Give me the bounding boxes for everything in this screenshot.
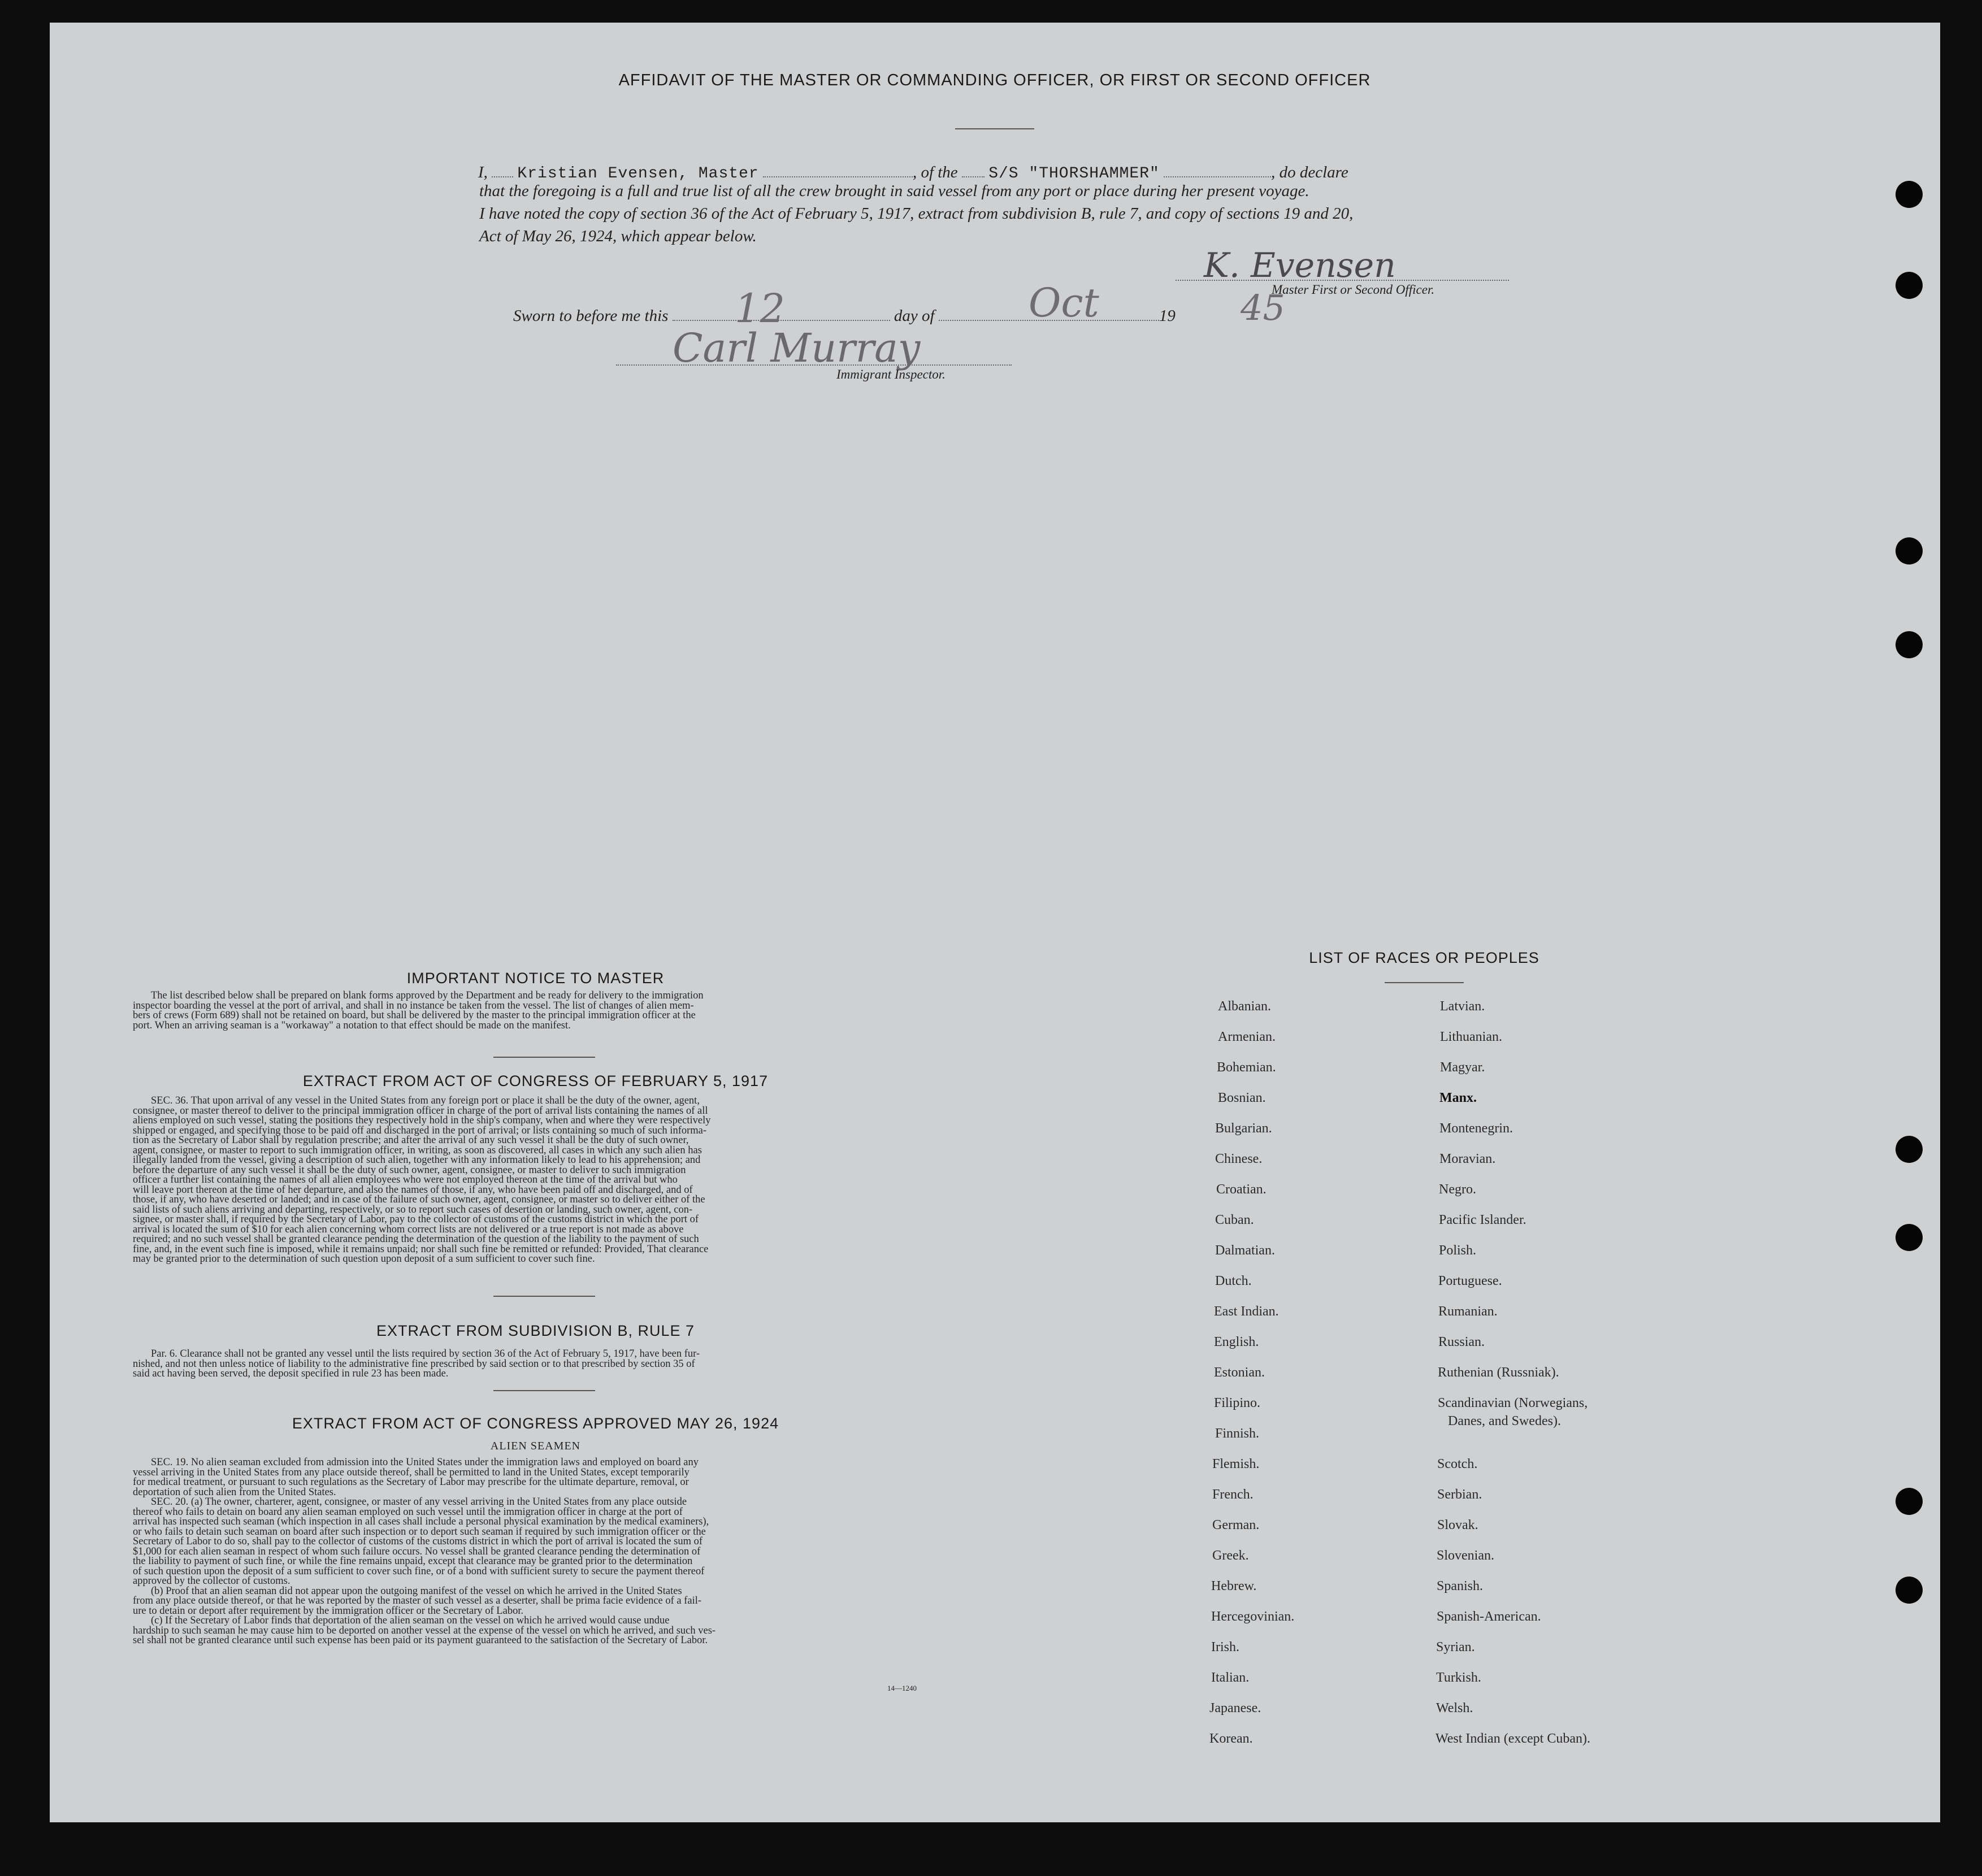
race-item: Lithuanian.	[1440, 1030, 1502, 1044]
race-item: Ruthenian (Russniak).	[1438, 1365, 1559, 1380]
race-item: Korean.	[1209, 1731, 1253, 1746]
sworn-label: Sworn to before me this	[513, 307, 669, 325]
extract-1924-subtitle: ALIEN SEAMEN	[490, 1440, 581, 1452]
race-item: Portuguese.	[1438, 1274, 1502, 1288]
race-item: Bosnian.	[1218, 1091, 1266, 1105]
race-item: Magyar.	[1440, 1060, 1485, 1075]
extract-line: required; and no such vessel shall be granted clearance pending the determination of the question of the liability to the payment of such	[133, 1234, 699, 1245]
extract-line: signee, or master shall, if required by the Secretary of Labor, pay to the collector of customs of the customs district in which the port of	[133, 1214, 699, 1225]
punch-hole	[1896, 181, 1923, 208]
extract-line: agent, consignee, or master to report to such immigration officer, in writing, as soon as discovered, all cases in which any such alien has	[133, 1144, 702, 1156]
extract-line: arrival is located the sum of $10 for each alien concerning whom correct lists are not delivered or a true report is not made as above	[133, 1223, 684, 1235]
race-item: Spanish-American.	[1437, 1609, 1541, 1624]
extract-line: consignee, or master thereof to deliver to the principal immigration officer in charge of the port of arrival lists containing the names of all	[133, 1105, 708, 1117]
extract-line: (c) If the Secretary of Labor finds that deportation of the alien seaman on the vessel on which he arrived would cause undue	[151, 1615, 670, 1626]
race-item: French.	[1212, 1487, 1254, 1502]
year-prefix: 19	[1159, 307, 1176, 325]
affidavit-line-1	[478, 159, 1541, 183]
race-item: Negro.	[1439, 1182, 1476, 1197]
race-item: Bohemian.	[1217, 1060, 1276, 1075]
punch-hole	[1896, 1224, 1923, 1251]
extract-line: $1,000 for each alien seaman in respect of whom such failure occurs. No vessel shall be granted clearance pending the determination of	[133, 1545, 701, 1557]
punch-hole	[1896, 1488, 1923, 1515]
sworn-day-handwritten: 12	[735, 285, 786, 332]
race-item: Hebrew.	[1211, 1579, 1257, 1593]
notice-line: The list described below shall be prepared on blank forms approved by the Department and be ready for delivery to the immigration	[151, 990, 704, 1001]
race-item: Scandinavian (Norwegians,	[1438, 1396, 1588, 1410]
race-item: Manx.	[1439, 1091, 1477, 1105]
extract-line: fine, and, in the event such fine is imposed, while it remains unpaid; nor shall such fine be remitted or refunded: Provided, That clearance	[133, 1243, 709, 1255]
notice-title: IMPORTANT NOTICE TO MASTER	[406, 970, 665, 987]
extract-line: tion as the Secretary of Labor shall by regulation prescribe; and after the arrival of any such vessel it shall be the duty of such owner,	[133, 1135, 689, 1146]
inspector-label: Immigrant Inspector.	[836, 367, 946, 381]
race-item: Bulgarian.	[1215, 1121, 1272, 1136]
race-item: Filipino.	[1214, 1396, 1261, 1410]
extract-line: SEC. 36. That upon arrival of any vessel in the United States from any foreign port or place it shall be the duty of the owner, agent,	[151, 1095, 700, 1106]
extract-line: deportation of such alien from the United States.	[133, 1486, 336, 1498]
extract-line: SEC. 20. (a) The owner, charterer, agent, consignee, or master of any vessel arriving in the United States from any place outside	[151, 1496, 687, 1508]
extract-line: may be granted prior to the determination of such question upon deposit of a sum sufficient to cover such fine.	[133, 1253, 595, 1265]
inspector-signature-line	[616, 364, 1012, 366]
race-item: Japanese.	[1209, 1701, 1261, 1716]
race-item: Montenegrin.	[1439, 1121, 1513, 1136]
extract-line: sel shall not be granted clearance until such expense has been paid or its payment guaranteed to the satisfaction of the Secretary of Labor.	[133, 1635, 708, 1646]
vessel-name-field: S/S "THORSHAMMER"	[988, 165, 1160, 183]
extract-line: vessel arriving in the United States from any place outside thereof, shall be permitted to land in the United States, except temporarily	[133, 1466, 689, 1478]
master-name-field: Kristian Evensen, Master	[517, 165, 759, 183]
race-item: Syrian.	[1436, 1640, 1475, 1654]
divider	[955, 128, 1034, 129]
affidavit-title: AFFIDAVIT OF THE MASTER OR COMMANDING OFFICER, OR FIRST OR SECOND OFFICER	[618, 71, 1371, 89]
punch-hole	[1896, 1136, 1923, 1163]
form-number: 14—1240	[887, 1684, 917, 1692]
race-item: Russian.	[1438, 1335, 1485, 1349]
race-item: Chinese.	[1215, 1152, 1263, 1166]
race-item: Finnish.	[1215, 1426, 1260, 1441]
extract-line: officer a further list containing the names of all alien employees who were not employed thereon at the time of the arrival but who	[133, 1174, 678, 1185]
extract-1924-title: EXTRACT FROM ACT OF CONGRESS APPROVED MAY 26, 1924	[292, 1415, 779, 1432]
extract-1917-text	[133, 1096, 938, 1265]
extract-1924-text	[133, 1458, 938, 1646]
inspector-signature: Carl Murray	[673, 325, 921, 371]
race-item: West Indian (except Cuban).	[1435, 1731, 1590, 1746]
divider	[493, 1296, 595, 1297]
race-item: Rumanian.	[1438, 1304, 1498, 1319]
extract-line: before the departure of any such vessel it shall be the duty of such owner, agent, consignee, or master to deliver to such immigration	[133, 1164, 686, 1176]
race-item: Armenian.	[1218, 1030, 1276, 1044]
extract-line: said lists of such aliens arriving and departing, respectively, or so to report such cases of desertion or landing, such owner, agent, con-	[133, 1204, 693, 1215]
punch-hole	[1896, 272, 1923, 299]
extract-line: aliens employed on such vessel, stating the positions they respectively hold in the ship's company, when and where they were respectively	[133, 1115, 711, 1126]
master-signature-line	[1176, 280, 1509, 281]
punch-hole	[1896, 537, 1923, 564]
affidavit-line-2: that the foregoing is a full and true list of all the crew brought in said vessel from any port or place during her present voyage.	[479, 182, 1309, 200]
race-item: Danes, and Swedes).	[1448, 1414, 1561, 1428]
i-label: I,	[478, 163, 488, 181]
notice-line: bers of crews (Form 689) shall not be retained on board, but shall be delivered by the master to the principal immigration officer at the	[133, 1010, 696, 1021]
punch-hole	[1896, 1577, 1923, 1604]
race-item: Cuban.	[1215, 1213, 1254, 1227]
extract-line: Secretary of Labor to do so, shall pay to the collector of customs of the customs district in which the port of arrival is located the sum of	[133, 1536, 702, 1547]
notice-line: inspector boarding the vessel at the port of arrival, and shall in no instance be taken from the vessel. The list of changes of alien mem-	[133, 1000, 694, 1011]
extract-line: will leave port thereon at the time of her departure, and also the names of those, if any, who have been paid off and discharged, and of	[133, 1184, 693, 1196]
sworn-year-handwritten: 45	[1241, 287, 1285, 328]
race-item: Hercegovinian.	[1211, 1609, 1295, 1624]
of-the-label: , of the	[912, 163, 958, 181]
affidavit-line-4: Act of May 26, 1924, which appear below.	[479, 227, 757, 245]
race-item: Pacific Islander.	[1439, 1213, 1526, 1227]
race-item: Irish.	[1211, 1640, 1239, 1654]
extract-1917-title: EXTRACT FROM ACT OF CONGRESS OF FEBRUARY 5, 1917	[302, 1072, 769, 1089]
race-item: Serbian.	[1437, 1487, 1482, 1502]
divider	[493, 1057, 595, 1058]
race-item: Spanish.	[1437, 1579, 1484, 1593]
race-item: Slovak.	[1437, 1518, 1478, 1532]
race-item: Italian.	[1211, 1670, 1250, 1685]
extract-line: illegally landed from the vessel, giving a description of such alien, together with any information likely to lead to his apprehension; and	[133, 1154, 701, 1166]
race-item: English.	[1214, 1335, 1259, 1349]
race-item: Turkish.	[1436, 1670, 1481, 1685]
extract-line: SEC. 19. No alien seaman excluded from admission into the United States under the immigration laws and employed on board any	[151, 1457, 699, 1468]
extract-line: said act having been served, the deposit specified in rule 23 has been made.	[133, 1368, 449, 1379]
extract-line: shipped or engaged, and specifying those to be paid off and discharged in the port of arrival; or lists containing so much of such informa-	[133, 1124, 707, 1136]
extract-line: approved by the collector of customs.	[133, 1575, 290, 1587]
race-item: Slovenian.	[1437, 1548, 1494, 1563]
race-item: Dalmatian.	[1215, 1243, 1275, 1258]
race-item: Latvian.	[1440, 999, 1485, 1014]
race-item: Estonian.	[1214, 1365, 1265, 1380]
punch-hole	[1896, 631, 1923, 658]
race-item: Polish.	[1439, 1243, 1477, 1258]
races-title: LIST OF RACES OR PEOPLES	[1309, 949, 1539, 966]
declare-label: , do declare	[1271, 163, 1348, 181]
notice-text	[133, 991, 938, 1031]
race-item: Dutch.	[1215, 1274, 1252, 1288]
extract-rule7-title: EXTRACT FROM SUBDIVISION B, RULE 7	[376, 1322, 695, 1339]
race-item: Moravian.	[1439, 1152, 1496, 1166]
extract-line: for medical treatment, or pursuant to such regulations as the Secretary of Labor may prescribe for the ultimate departure, removal, or	[133, 1477, 689, 1488]
extract-line: arrival has inspected such seaman (which inspection in all cases shall include a personal physical examination by the medical examiners),	[133, 1516, 709, 1527]
divider	[493, 1390, 595, 1391]
extract-line: of such question upon the deposit of a sum sufficient to cover such fine, or of a bond with sufficient surety to secure the payment thereof	[133, 1565, 705, 1577]
extract-line: from any place outside thereof, or that he was reported by the master of such vessel as a deserter, shall be prima facie evidence of a fail-	[133, 1595, 702, 1606]
extract-line: thereof who fails to detain on board any alien seaman employed on such vessel until the immigration officer in charge at the port of	[133, 1506, 683, 1518]
extract-line: ure to detain or deport after requirement by the immigration officer or the Secretary of Labor.	[133, 1605, 524, 1617]
race-item: Flemish.	[1212, 1457, 1260, 1471]
race-item: German.	[1212, 1518, 1260, 1532]
sworn-month-handwritten: Oct	[1029, 280, 1099, 326]
race-item: Croatian.	[1216, 1182, 1267, 1197]
race-item: Scotch.	[1437, 1457, 1478, 1471]
extract-line: those, if any, who have deserted or landed; and in case of the failure of such owner, agent, consignee, or master so to deliver either of the	[133, 1194, 705, 1205]
day-of-label: day of	[894, 307, 935, 325]
extract-line: the liability to payment of such fine, or while the fine remains unpaid, except that clearance may be granted prior to the determination	[133, 1556, 693, 1567]
race-item: Albanian.	[1218, 999, 1271, 1014]
race-item: Welsh.	[1436, 1701, 1473, 1716]
extract-line: nished, and not then unless notice of liability to the administrative fine prescribed by said section or to that prescribed by section 35 of	[133, 1358, 695, 1370]
race-item: Greek.	[1212, 1548, 1249, 1563]
extract-line: Par. 6. Clearance shall not be granted any vessel until the lists required by section 36 of the Act of February 5, 1917, have been fur-	[151, 1348, 700, 1360]
extract-rule7-text	[133, 1349, 938, 1379]
extract-line: or who fails to detain such seaman on board after such inspection or to deport such seaman if required by such immigration officer or the	[133, 1526, 706, 1538]
notice-line: port. When an arriving seaman is a "workaway" a notation to that effect should be made on the manifest.	[133, 1019, 571, 1031]
master-signature-label: Master First or Second Officer.	[1272, 283, 1435, 297]
divider	[1385, 982, 1464, 983]
race-item: East Indian.	[1214, 1304, 1279, 1319]
affidavit-line-3: I have noted the copy of section 36 of the Act of February 5, 1917, extract from subdivision B, rule 7, and copy of sections 19 and 20,	[479, 205, 1354, 223]
extract-line: hardship to such seaman he may cause him to be deported on another vessel at the expense of the vessel on which he arrived, and such ves-	[133, 1625, 716, 1636]
extract-line: (b) Proof that an alien seaman did not appear upon the outgoing manifest of the vessel on which he arrived in the United States	[151, 1585, 682, 1597]
master-signature: K. Evensen	[1204, 246, 1396, 285]
